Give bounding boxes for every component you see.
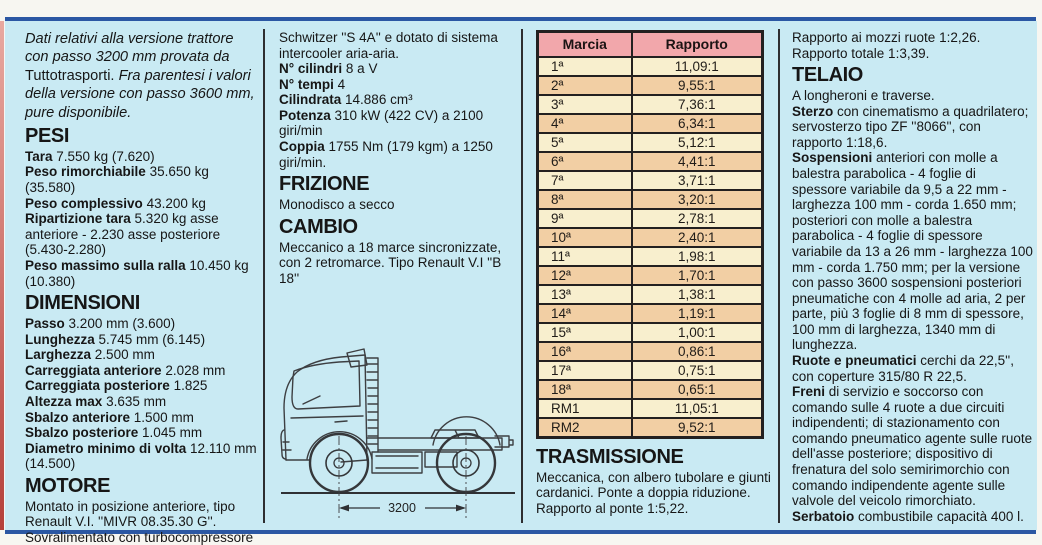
spec-item: Peso complessivo 43.200 kg bbox=[25, 195, 206, 211]
column-divider-1 bbox=[263, 29, 265, 523]
table-header-row bbox=[538, 32, 763, 57]
spec-item: Peso massimo sulla ralla 10.450 kg (10.380) bbox=[25, 257, 249, 289]
table-row: 4ª 6,34:1 bbox=[538, 114, 763, 133]
column-3 bbox=[536, 30, 772, 516]
wheelbase-dimension-label: 3200 bbox=[388, 501, 416, 515]
spec-item: Passo 3.200 mm (3.600) bbox=[25, 316, 176, 332]
spec-item: Larghezza 2.500 mm bbox=[25, 347, 155, 363]
column-4 bbox=[792, 30, 1034, 524]
section-title-telaio: TELAIO bbox=[792, 64, 863, 87]
table-row: 3ª 7,36:1 bbox=[538, 95, 763, 114]
spec-item: N° tempi 4 bbox=[279, 76, 346, 92]
column-divider-2 bbox=[521, 29, 523, 523]
table-row: 16ª 0,86:1 bbox=[538, 342, 763, 361]
section-title-trasmissione: TRASMISSIONE bbox=[536, 445, 684, 468]
spec-item: N° cilindri 8 a V bbox=[279, 61, 378, 77]
spec-item: Carreggiata anteriore 2.028 mm bbox=[25, 362, 226, 378]
cambio-text: Meccanico a 18 marce sincronizzate, con 2 retromarce. Tipo Renault V.I ''B 18'' bbox=[279, 239, 502, 286]
spec-item: Tara 7.550 kg (7.620) bbox=[25, 148, 155, 164]
motore-text-col2: Schwitzer ''S 4A'' e dotato di sistema intercooler aria-aria. bbox=[279, 30, 498, 61]
column-divider-3 bbox=[778, 29, 780, 523]
table-row: 6ª 4,41:1 bbox=[538, 152, 763, 171]
section-title-motore: MOTORE bbox=[25, 474, 111, 497]
trasmissione-text: Meccanica, con albero tubolare e giunti cardanici. Ponte a doppia riduzione. Rapporto al ponte 1:5,22. bbox=[536, 469, 771, 516]
table-row: 2ª 9,55:1 bbox=[538, 76, 763, 95]
spec-item: Cilindrata 14.886 cm³ bbox=[279, 92, 413, 108]
column-1 bbox=[25, 30, 259, 545]
table-row: 1ª 11,09:1 bbox=[538, 57, 763, 76]
spec-item: Sbalzo anteriore 1.500 mm bbox=[25, 409, 194, 425]
telaio-entry-sospensioni: Sospensioni anteriori con molle a balestra parabolica - 4 foglie di spessore variabile da 9,5 a 22 mm - larghezza 100 mm - corda 1.650 mm; posteriori con molle a balestra parabolica - 4 foglie di spessore variabile da 13 a 26 mm - larghezza 100 mm - corda 1.750 mm; per la versione con passo 3600 sospensioni posteriori pneumatiche con 4 molle ad aria, 2 per parte, più 3 foglie di 8 mm di spessore, 100 mm di larghezza, 1340 mm di lunghezza. bbox=[792, 150, 1033, 353]
table-row: 10ª 2,40:1 bbox=[538, 228, 763, 247]
gear-ratio-table bbox=[536, 30, 764, 439]
telaio-entry-serbatoio: Serbatoio combustibile capacità 400 l. bbox=[792, 508, 1024, 524]
column-2 bbox=[279, 30, 517, 524]
intro-post: Fra parentesi i valori della versione con passo 3600 mm, pure disponibile. bbox=[25, 67, 255, 121]
spec-item: Peso rimorchiabile 35.650 kg (35.580) bbox=[25, 164, 209, 196]
spec-item: Coppia 1755 Nm (179 kgm) a 1250 giri/min. bbox=[279, 139, 493, 170]
telaio-entry-ruote: Ruote e pneumatici cerchi da 22,5'', con coperture 315/80 R 22,5. bbox=[792, 352, 1015, 384]
table-row: 7ª 3,71:1 bbox=[538, 171, 763, 190]
motore-text-col1: Montato in posizione anteriore, tipo Renault V.I. ''MIVR 08.35.30 G''. Sovralimentato con turbocompressore bbox=[25, 498, 254, 545]
section-title-cambio: CAMBIO bbox=[279, 215, 358, 238]
telaio-entry-freni: Freni di servizio e soccorso con comando sulle 4 ruote a due circuiti indipendenti; di stazionamento con comando pneumatico agente sulle ruote dell'asse posteriore; dispositivo di frenatura del solo semirimorchio con comando indipendente agente sulle valvole del veicolo rimorchiato. bbox=[792, 384, 1033, 509]
table-row: 11ª 1,98:1 bbox=[538, 247, 763, 266]
table-row: 18ª 0,65:1 bbox=[538, 380, 763, 399]
truck-side-drawing bbox=[279, 346, 517, 524]
truck-drawing-svg bbox=[279, 346, 517, 524]
spec-item: Diametro minimo di volta 12.110 mm (14.500) bbox=[25, 440, 257, 472]
top-rule bbox=[5, 17, 1036, 21]
table-row: 12ª 1,70:1 bbox=[538, 266, 763, 285]
spec-item: Altezza max 3.635 mm bbox=[25, 393, 167, 409]
table-row: 13ª 1,38:1 bbox=[538, 285, 763, 304]
intro-pre: Dati relativi alla versione trattore con passo 3200 mm provata da bbox=[25, 31, 234, 66]
table-row: RM1 11,05:1 bbox=[538, 399, 763, 418]
section-title-frizione: FRIZIONE bbox=[279, 173, 370, 196]
table-row: RM2 9,52:1 bbox=[538, 418, 763, 438]
table-row: 9ª 2,78:1 bbox=[538, 209, 763, 228]
spec-item: Potenza 310 kW (422 CV) a 2100 giri/min bbox=[279, 107, 484, 139]
rapporto-totale-line: Rapporto totale 1:3,39. bbox=[792, 45, 930, 61]
table-row: 14ª 1,19:1 bbox=[538, 304, 763, 323]
rapporto-mozzi-line: Rapporto ai mozzi ruote 1:2,26. bbox=[792, 30, 981, 45]
section-title-pesi: PESI bbox=[25, 124, 69, 147]
spec-item: Carreggiata posteriore 1.825 bbox=[25, 378, 208, 394]
intro-paragraph bbox=[25, 30, 259, 122]
section-title-dimensioni: DIMENSIONI bbox=[25, 292, 140, 315]
column-header-rapporto: Rapporto bbox=[632, 32, 763, 57]
telaio-lead: A longheroni e traverse. bbox=[792, 88, 935, 104]
page-left-edge bbox=[0, 21, 4, 530]
frizione-text: Monodisco a secco bbox=[279, 197, 395, 213]
table-row: 8ª 3,20:1 bbox=[538, 190, 763, 209]
table-row: 15ª 1,00:1 bbox=[538, 323, 763, 342]
spec-item: Ripartizione tara 5.320 kg asse anteriore - 2.230 asse posteriore (5.430-2.280) bbox=[25, 211, 221, 258]
table-row: 5ª 5,12:1 bbox=[538, 133, 763, 152]
table-row: 17ª 0,75:1 bbox=[538, 361, 763, 380]
spec-item: Sbalzo posteriore 1.045 mm bbox=[25, 425, 203, 441]
column-header-marcia: Marcia bbox=[538, 32, 632, 57]
intro-brand: Tuttotrasporti. bbox=[25, 67, 115, 84]
telaio-entry-sterzo: Sterzo con cinematismo a quadrilatero; servosterzo tipo ZF ''8066'', con rapporto 1:18,6. bbox=[792, 103, 1029, 150]
spec-item: Lunghezza 5.745 mm (6.145) bbox=[25, 331, 206, 347]
